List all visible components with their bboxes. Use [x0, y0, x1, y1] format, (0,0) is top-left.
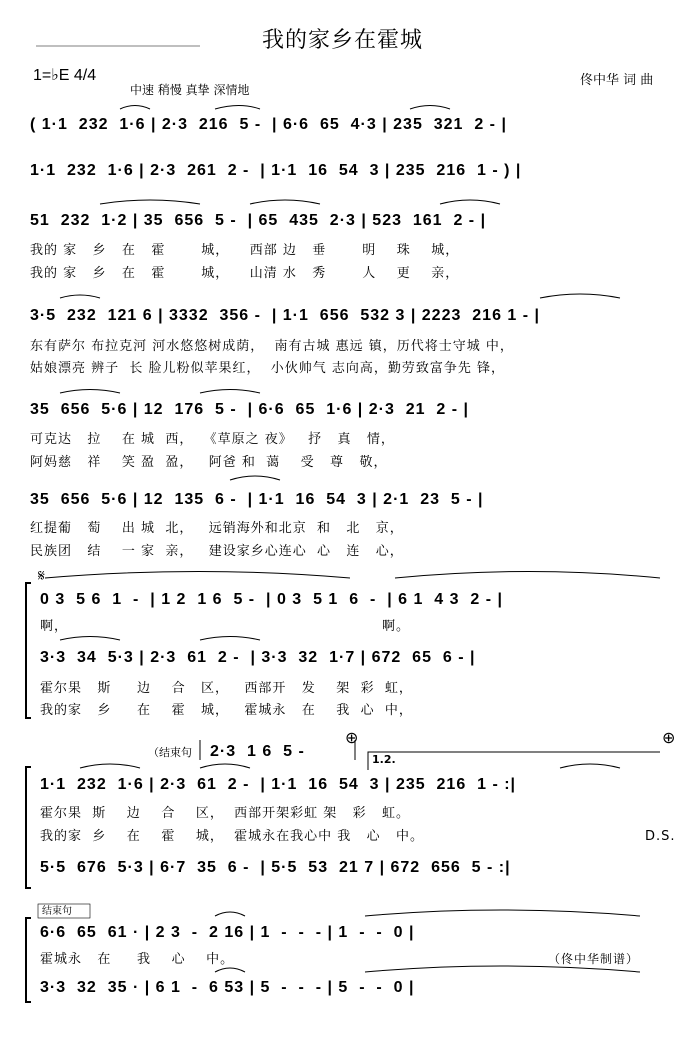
system-7-lyric-verse2: 我的家 乡 在 霍 城， 霍城永 在 我 心 中， [40, 703, 413, 718]
system-3-notes: 51 232 1·2 | 35 656 5 - | 65 435 2·3 | 523 161 2 - | [30, 212, 487, 229]
system-9-lower-notes: 3·3 32 35 · | 6 1 - 6 53 | 5 - - - | 5 - - 0 | [40, 979, 415, 996]
system-9-lyric: 霍城永 在 我 心 中。 [40, 952, 235, 967]
dal-segno-mark: D.S. [645, 829, 676, 844]
system-7-lyric-verse1: 霍尔果 斯 边 合 区， 西部开 发 架 彩 虹， [40, 681, 413, 696]
composer-credit: 佟中华 词 曲 [580, 73, 654, 88]
system-1-notes: ( 1·1 232 1·6 | 2·3 216 5 - | 6·6 65 4·3 | 235 321 2 - | [30, 116, 507, 133]
arranger-credit: （佟中华制谱） [548, 952, 640, 966]
volta-label: 1.2. [372, 753, 396, 766]
system-4-lyric-verse1: 东有萨尔 布拉克河 河水悠悠树成荫， 南有古城 惠远 镇，历代将士守城 中， [30, 339, 514, 354]
system-8-lyric-verse1: 霍尔果 斯 边 合 区， 西部开架彩虹 架 彩 虹。 [40, 806, 411, 821]
coda-sign: ⊕ [345, 728, 359, 747]
system-4-lyric-verse2: 姑娘漂亮 辨子 长 脸儿粉似苹果红， 小伙帅气 志向高，勤劳致富争先 锋， [30, 361, 506, 376]
coda-sign: ⊕ [662, 728, 676, 747]
system-7-upper-lyric-a: 啊， [40, 619, 69, 634]
system-5-notes: 35 656 5·6 | 12 176 5 - | 6·6 65 1·6 | 2·3 21 2 - | [30, 401, 470, 418]
key-signature: 1=♭E 4/4 [33, 67, 97, 84]
system-8-upper-notes: 1·1 232 1·6 | 2·3 61 2 - | 1·1 16 54 3 | 235 216 1 - :| [40, 776, 517, 793]
system-8-lyric-verse2: 我的家 乡 在 霍 城， 霍城永在我心中 我 心 中。 [40, 829, 425, 844]
system-7-upper-lyric-b: 啊。 [382, 619, 411, 634]
system-6-notes: 35 656 5·6 | 12 135 6 - | 1·1 16 54 3 | 2·1 23 5 - | [30, 491, 484, 508]
system-7-lower-notes: 3·3 34 5·3 | 2·3 61 2 - | 3·3 32 1·7 | 672 65 6 - | [40, 649, 476, 666]
system-5-lyric-verse2: 阿妈慈 祥 笑 盈 盈， 阿爸 和 蔼 受 尊 敬， [30, 455, 388, 470]
system-8-lower-notes: 5·5 676 5·3 | 6·7 35 6 - | 5·5 53 21 7 | 672 656 5 - :| [40, 859, 511, 876]
system-5-lyric-verse1: 可克达 拉 在 城 西， 《草原之 夜》 抒 真 情， [30, 432, 395, 447]
system-4-notes: 3·5 232 121 6 | 3332 356 - | 1·1 656 532 3 | 2223 216 1 - | [30, 307, 540, 324]
system-2-notes: 1·1 232 1·6 | 2·3 261 2 - | 1·1 16 54 3 | 235 216 1 - ) | [30, 162, 522, 179]
system-6-lyric-verse2: 民族团 结 一 家 亲， 建设家乡心连心 心 连 心， [30, 544, 404, 559]
song-title: 我的家乡在霍城 [262, 28, 424, 53]
ending-label: 结束句 [42, 906, 72, 917]
system-3-lyric-verse1: 我的 家 乡 在 霍 城， 西部 边 垂 明 珠 城， [30, 243, 460, 258]
tempo-marking: 中速 稍慢 真挚 深情地 [130, 83, 250, 97]
system-3-lyric-verse2: 我的 家 乡 在 霍 城， 山清 水 秀 人 更 亲， [30, 266, 460, 281]
system-6-lyric-verse1: 红提葡 萄 出 城 北， 远销海外和北京 和 北 京， [30, 521, 404, 536]
system-7-upper-notes: 0 3 5 6 1 - | 1 2 1 6 5 - | 0 3 5 1 6 - | 6 1 4 3 2 - | [40, 591, 503, 608]
system-9-upper-notes: 6·6 65 61 · | 2 3 - 2 16 | 1 - - - | 1 - - 0 | [40, 924, 415, 941]
ending-phrase-label: （结束句 [148, 746, 192, 759]
ending-phrase-notes: 2·3 1 6 5 - [210, 743, 305, 760]
segno-sign: 𝄋 [38, 566, 45, 585]
